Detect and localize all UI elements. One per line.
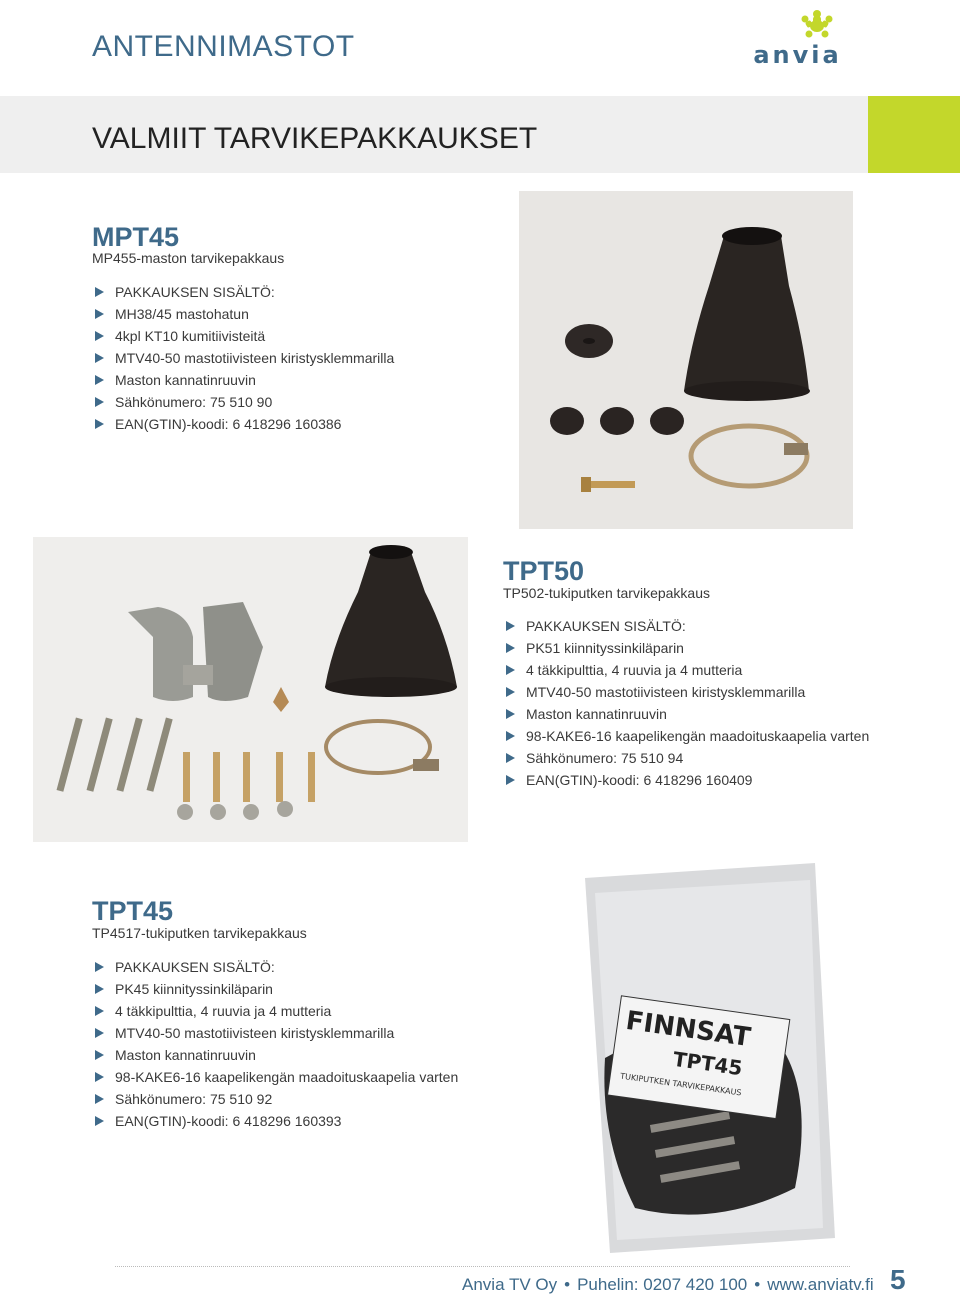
list-item: EAN(GTIN)-koodi: 6 418296 160409 bbox=[504, 769, 944, 791]
list-item: MTV40-50 mastotiivisteen kiristysklemmarilla bbox=[93, 1022, 523, 1044]
footer-divider bbox=[115, 1266, 850, 1267]
footer bbox=[462, 1275, 874, 1295]
list-item: MTV40-50 mastotiivisteen kiristysklemmarilla bbox=[504, 681, 944, 703]
anvia-logo bbox=[745, 4, 850, 68]
product-subtitle-tpt50: TP502-tukiputken tarvikepakkaus bbox=[503, 585, 710, 601]
list-item: EAN(GTIN)-koodi: 6 418296 160386 bbox=[93, 413, 513, 435]
product-list-tpt50 bbox=[504, 615, 944, 791]
footer-phone: Puhelin: 0207 420 100 bbox=[577, 1275, 748, 1294]
list-item: PAKKAUKSEN SISÄLTÖ: bbox=[93, 956, 523, 978]
product-code-tpt50: TPT50 bbox=[503, 556, 585, 586]
bag-label-code: TPT45 bbox=[671, 1046, 744, 1081]
product-photo-tpt50 bbox=[33, 537, 468, 842]
list-item: EAN(GTIN)-koodi: 6 418296 160393 bbox=[93, 1110, 523, 1132]
list-item: 98-KAKE6-16 kaapelikengän maadoituskaapelia varten bbox=[93, 1066, 523, 1088]
list-item: PAKKAUKSEN SISÄLTÖ: bbox=[93, 281, 513, 303]
list-item: 98-KAKE6-16 kaapelikengän maadoituskaapelia varten bbox=[504, 725, 944, 747]
bag-label-brand: FINNSAT bbox=[623, 1005, 753, 1054]
list-item: Maston kannatinruuvin bbox=[93, 1044, 523, 1066]
bag-label-text: TUKIPUTKEN TARVIKEPAKKAUS bbox=[619, 1071, 742, 1098]
product-subtitle-tpt45: TP4517-tukiputken tarvikepakkaus bbox=[92, 925, 307, 941]
footer-separator: • bbox=[754, 1275, 761, 1294]
footer-separator: • bbox=[564, 1275, 571, 1294]
product-code-mpt45: MPT45 bbox=[92, 222, 180, 252]
list-item: MH38/45 mastohatun bbox=[93, 303, 513, 325]
section-title: VALMIIT TARVIKEPAKKAUKSET bbox=[92, 122, 538, 155]
list-item: Sähkönumero: 75 510 90 bbox=[93, 391, 513, 413]
page-header-title: ANTENNIMASTOT bbox=[92, 30, 355, 63]
list-item: MTV40-50 mastotiivisteen kiristysklemmarilla bbox=[93, 347, 513, 369]
list-item: Maston kannatinruuvin bbox=[504, 703, 944, 725]
mast-cap-kit-illustration bbox=[519, 191, 853, 529]
list-item: PAKKAUKSEN SISÄLTÖ: bbox=[504, 615, 944, 637]
list-item: PK45 kiinnityssinkiläparin bbox=[93, 978, 523, 1000]
footer-company: Anvia TV Oy bbox=[462, 1275, 558, 1294]
product-list-mpt45 bbox=[93, 281, 513, 435]
logo-text: anvia bbox=[753, 41, 842, 69]
tube-clamp-kit-illustration bbox=[33, 537, 468, 842]
list-item: Maston kannatinruuvin bbox=[93, 369, 513, 391]
footer-web-link[interactable]: www.anviatv.fi bbox=[767, 1275, 874, 1294]
list-item: Sähkönumero: 75 510 94 bbox=[504, 747, 944, 769]
logo-flower-icon bbox=[745, 4, 850, 44]
list-item: Sähkönumero: 75 510 92 bbox=[93, 1088, 523, 1110]
product-list-tpt45 bbox=[93, 956, 523, 1132]
product-code-tpt45: TPT45 bbox=[92, 896, 174, 926]
section-band-accent bbox=[868, 96, 960, 173]
list-item: 4 täkkipulttia, 4 ruuvia ja 4 mutteria bbox=[93, 1000, 523, 1022]
product-photo-tpt45 bbox=[555, 858, 845, 1258]
list-item: 4kpl KT10 kumitiivisteitä bbox=[93, 325, 513, 347]
product-photo-mpt45 bbox=[519, 191, 853, 529]
list-item: 4 täkkipulttia, 4 ruuvia ja 4 mutteria bbox=[504, 659, 944, 681]
packaged-kit-bag-illustration bbox=[555, 858, 845, 1258]
page-number: 5 bbox=[890, 1264, 906, 1295]
list-item: PK51 kiinnityssinkiläparin bbox=[504, 637, 944, 659]
product-subtitle-mpt45: MP455-maston tarvikepakkaus bbox=[92, 250, 285, 266]
